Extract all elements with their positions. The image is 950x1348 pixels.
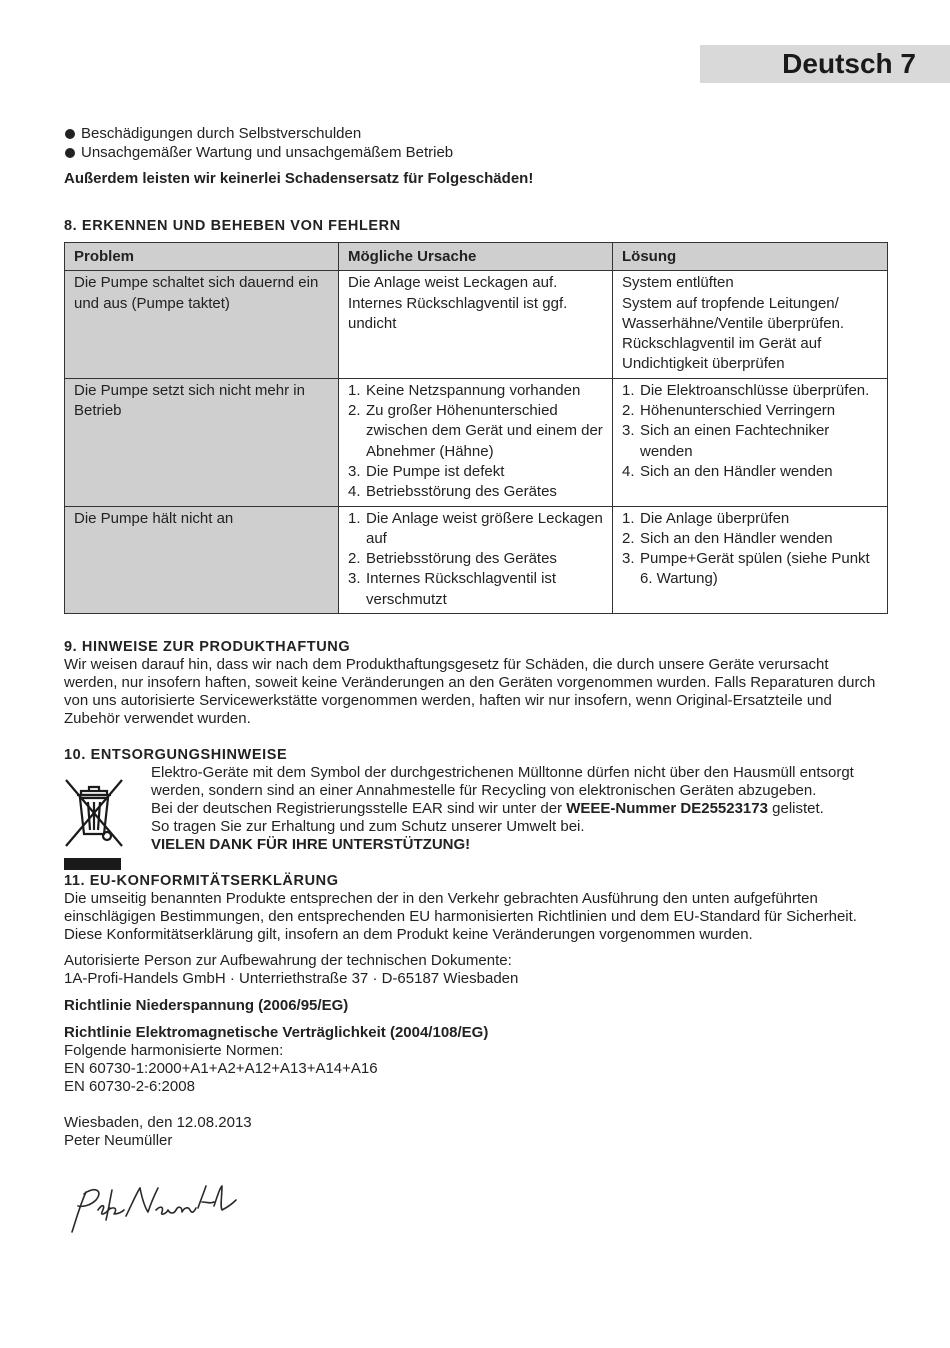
- problem-cell: Die Pumpe hält nicht an: [65, 506, 339, 613]
- authorized-person: Autorisierte Person zur Aufbewahrung der technischen Dokumente: 1A-Profi-Handels GmbH · Unterriethstraße 37 · D-65187 Wiesbaden: [64, 952, 519, 988]
- list-item: 1. Die Anlage überprüfen: [622, 509, 790, 527]
- section-10-title: 10. ENTSORGUNGSHINWEISE: [64, 747, 288, 764]
- place-date: Wiesbaden, den 12.08.2013: [64, 1114, 252, 1132]
- list-item: Beschädigungen durch Selbstverschulden: [64, 125, 886, 144]
- cause-cell: [339, 378, 613, 506]
- section-9-title: 9. HINWEISE ZUR PRODUKTHAFTUNG: [64, 639, 351, 656]
- disposal-paragraph: Elektro-Geräte mit dem Symbol der durchgestrichenen Mülltonne dürfen nicht über den Hausmüll entsorgt werden, sondern sind an einer Annahmestelle für Recycling von elektronischen Geräten abzugeben.: [151, 764, 854, 800]
- list-item: 2. Sich an den Händler wenden: [622, 529, 833, 547]
- list-item: 2. Zu großer Höhenunterschied zwischen dem Gerät und einem der Abnehmer (Hähne): [348, 402, 603, 460]
- table-row: [65, 378, 888, 506]
- disposal-block: [64, 764, 886, 854]
- cause-cell: [339, 271, 613, 378]
- page-content: [64, 125, 886, 1150]
- column-header-cause: Mögliche Ursache: [339, 243, 613, 271]
- solution-line: System entlüften: [622, 274, 734, 292]
- page-header-title: Deutsch 7: [782, 48, 916, 79]
- list-item: 3. Sich an einen Fachtechniker wenden: [622, 422, 830, 460]
- solution-cell: [613, 378, 888, 506]
- solution-cell: [613, 506, 888, 613]
- environment-note: So tragen Sie zur Erhaltung und zum Schutz unserer Umwelt bei.: [151, 818, 585, 836]
- cause-list: [348, 381, 604, 503]
- table-row: [65, 271, 888, 378]
- norm-item: EN 60730-2-6:2008: [64, 1078, 195, 1096]
- exclusions-list: [64, 125, 886, 162]
- no-damages-note: Außerdem leisten wir keinerlei Schadensersatz für Folgeschäden!: [64, 170, 534, 187]
- solution-line: System auf tropfende Leitungen/ Wasserhähne/Ventile überprüfen.: [622, 294, 845, 332]
- crossed-out-bin-icon: [64, 778, 124, 873]
- page-header-box: [700, 45, 950, 83]
- troubleshooting-table: [64, 242, 888, 614]
- cause-line: Die Anlage weist Leckagen auf.: [348, 274, 558, 292]
- section-8-title: 8. ERKENNEN UND BEHEBEN VON FEHLERN: [64, 218, 401, 234]
- column-header-problem: Problem: [65, 243, 339, 271]
- solution-list: [622, 509, 879, 590]
- column-header-solution: Lösung: [613, 243, 888, 271]
- list-item: 2. Höhenunterschied Verringern: [622, 402, 836, 420]
- list-item: 2. Betriebsstörung des Gerätes: [348, 550, 557, 568]
- list-item: 4. Sich an den Händler wenden: [622, 462, 833, 480]
- solution-line: Rückschlagventil im Gerät auf Undichtigkeit überprüfen: [622, 335, 822, 373]
- section-9-text: Wir weisen darauf hin, dass wir nach dem Produkthaftungsgesetz für Schäden, die durch unsere Geräte verursacht werden, nur insofern haften, soweit keine Veränderungen an den Geräten vorgenommen wurden. Falls Reparaturen durch von uns autorisierte Servicewerkstätte vorgenommen werden, haften wir nur insofern, wenn Original-Ersatzteile und Zubehör verwendet wurden.: [64, 656, 876, 728]
- list-item: Unsachgemäßer Wartung und unsachgemäßem Betrieb: [64, 144, 886, 163]
- disposal-text: [151, 764, 886, 854]
- problem-cell: Die Pumpe setzt sich nicht mehr in Betrieb: [65, 378, 339, 506]
- list-item: 3. Pumpe+Gerät spülen (siehe Punkt 6. Wartung): [622, 550, 870, 588]
- section-11-intro: Die umseitig benannten Produkte entsprechen der in den Verkehr gebrachten Ausführung den unten aufgeführten einschlägigen Bestimmungen, den entsprechenden EU harmonisierten Richtlinien und dem EU-Standard für Sicherheit. Diese Konformitätserklärung gilt, insofern an dem Produkt keine Veränderungen vorgenommen wurden.: [64, 890, 857, 944]
- solution-cell: [613, 271, 888, 378]
- problem-cell: Die Pumpe schaltet sich dauernd ein und aus (Pumpe taktet): [65, 271, 339, 378]
- norm-item: EN 60730-1:2000+A1+A2+A12+A13+A14+A16: [64, 1060, 378, 1078]
- signature-block: [64, 1114, 886, 1150]
- directive-emc: Richtlinie Elektromagnetische Verträglichkeit (2004/108/EG): [64, 1024, 489, 1042]
- cause-cell: [339, 506, 613, 613]
- emc-block: Richtlinie Elektromagnetische Verträglichkeit (2004/108/EG) Folgende harmonisierte Normen: EN 60730-1:2000+A1+A2+A12+A13+A14+A16 EN 60730-2-6:2008: [64, 1024, 886, 1096]
- list-item: 1. Die Elektroanschlüsse überprüfen.: [622, 381, 870, 399]
- weee-number: WEEE-Nummer DE25523173: [566, 800, 768, 818]
- table-row: [65, 506, 888, 613]
- cause-list: [348, 509, 604, 610]
- section-11-title: 11. EU-KONFORMITÄTSERKLÄRUNG: [64, 873, 339, 890]
- list-item: 3. Die Pumpe ist defekt: [348, 462, 505, 480]
- list-item: 4. Betriebsstörung des Gerätes: [348, 483, 557, 501]
- table-header-row: [65, 243, 888, 271]
- list-item: 3. Internes Rückschlagventil ist verschmutzt: [348, 570, 557, 608]
- weee-registration: Bei der deutschen Registrierungsstelle EAR sind wir unter der WEEE-Nummer DE25523173 gelistet.: [151, 800, 824, 818]
- list-item: 1. Die Anlage weist größere Leckagen auf: [348, 509, 603, 547]
- thanks-note: VIELEN DANK FÜR IHRE UNTERSTÜTZUNG!: [151, 836, 471, 854]
- cause-line: Internes Rückschlagventil ist ggf. undicht: [348, 294, 568, 332]
- signatory-name: Peter Neumüller: [64, 1132, 173, 1150]
- list-item: 1. Keine Netzspannung vorhanden: [348, 381, 581, 399]
- directive-low-voltage: Richtlinie Niederspannung (2006/95/EG): [64, 997, 349, 1015]
- handwritten-signature: [64, 1180, 244, 1240]
- solution-list: [622, 381, 879, 482]
